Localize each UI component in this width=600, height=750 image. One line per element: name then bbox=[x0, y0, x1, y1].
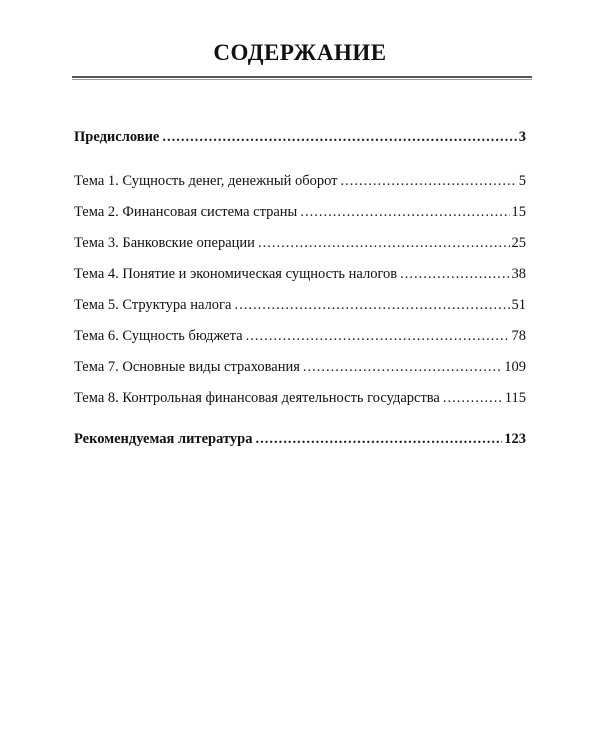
toc-entry-page: 3 bbox=[518, 129, 526, 145]
dot-leader bbox=[303, 358, 502, 376]
toc-entry-title: Тема 1. Сущность денег, денежный оборот bbox=[74, 173, 338, 189]
toc-entry-title: Тема 2. Финансовая система страны bbox=[74, 204, 298, 220]
toc-entry-title: Тема 8. Контрольная финансовая деятельность государства bbox=[74, 390, 440, 406]
dot-leader bbox=[234, 296, 509, 314]
toc-entry-topic-7[interactable] bbox=[74, 358, 526, 376]
toc-entry-page: 109 bbox=[504, 359, 526, 375]
toc-entry-title: Предисловие bbox=[74, 129, 160, 145]
dot-leader bbox=[400, 265, 509, 283]
dot-leader bbox=[300, 203, 509, 221]
toc-entry-page: 5 bbox=[518, 173, 526, 189]
title-rule-secondary bbox=[72, 79, 532, 80]
toc-entry-preface[interactable] bbox=[74, 128, 526, 146]
dot-leader bbox=[258, 234, 510, 252]
toc-entry-topic-1[interactable] bbox=[74, 172, 526, 190]
toc-entry-page: 123 bbox=[504, 431, 526, 447]
toc-entry-page: 15 bbox=[511, 204, 526, 220]
toc-entry-page: 51 bbox=[511, 297, 526, 313]
toc-entry-title: Тема 6. Сущность бюджета bbox=[74, 328, 243, 344]
toc-entry-title: Тема 4. Понятие и экономическая сущность налогов bbox=[74, 266, 398, 282]
toc-entry-topic-4[interactable] bbox=[74, 265, 526, 283]
dot-leader bbox=[255, 430, 502, 448]
toc-entry-title: Тема 3. Банковские операции bbox=[74, 235, 255, 251]
toc-entry-references[interactable] bbox=[74, 430, 526, 448]
toc-entry-topic-8[interactable] bbox=[74, 389, 526, 407]
toc-entry-title: Тема 7. Основные виды страхования bbox=[74, 359, 300, 375]
dot-leader bbox=[341, 172, 517, 190]
toc-entry-page: 78 bbox=[511, 328, 526, 344]
toc-entry-topic-6[interactable] bbox=[74, 327, 526, 345]
toc-entry-topic-5[interactable] bbox=[74, 296, 526, 314]
toc-entry-title: Тема 5. Структура налога bbox=[74, 297, 232, 313]
toc-entry-page: 25 bbox=[511, 235, 526, 251]
toc-entry-topic-3[interactable] bbox=[74, 234, 526, 252]
toc-entry-page: 115 bbox=[504, 390, 526, 406]
page-title: СОДЕРЖАНИЕ bbox=[213, 40, 387, 65]
toc-entry-topic-2[interactable] bbox=[74, 203, 526, 221]
toc-entry-title: Рекомендуемая литература bbox=[74, 431, 253, 447]
dot-leader bbox=[162, 128, 516, 146]
dot-leader bbox=[246, 327, 510, 345]
title-rule bbox=[72, 76, 532, 78]
dot-leader bbox=[443, 389, 503, 407]
toc-entry-page: 38 bbox=[511, 266, 526, 282]
